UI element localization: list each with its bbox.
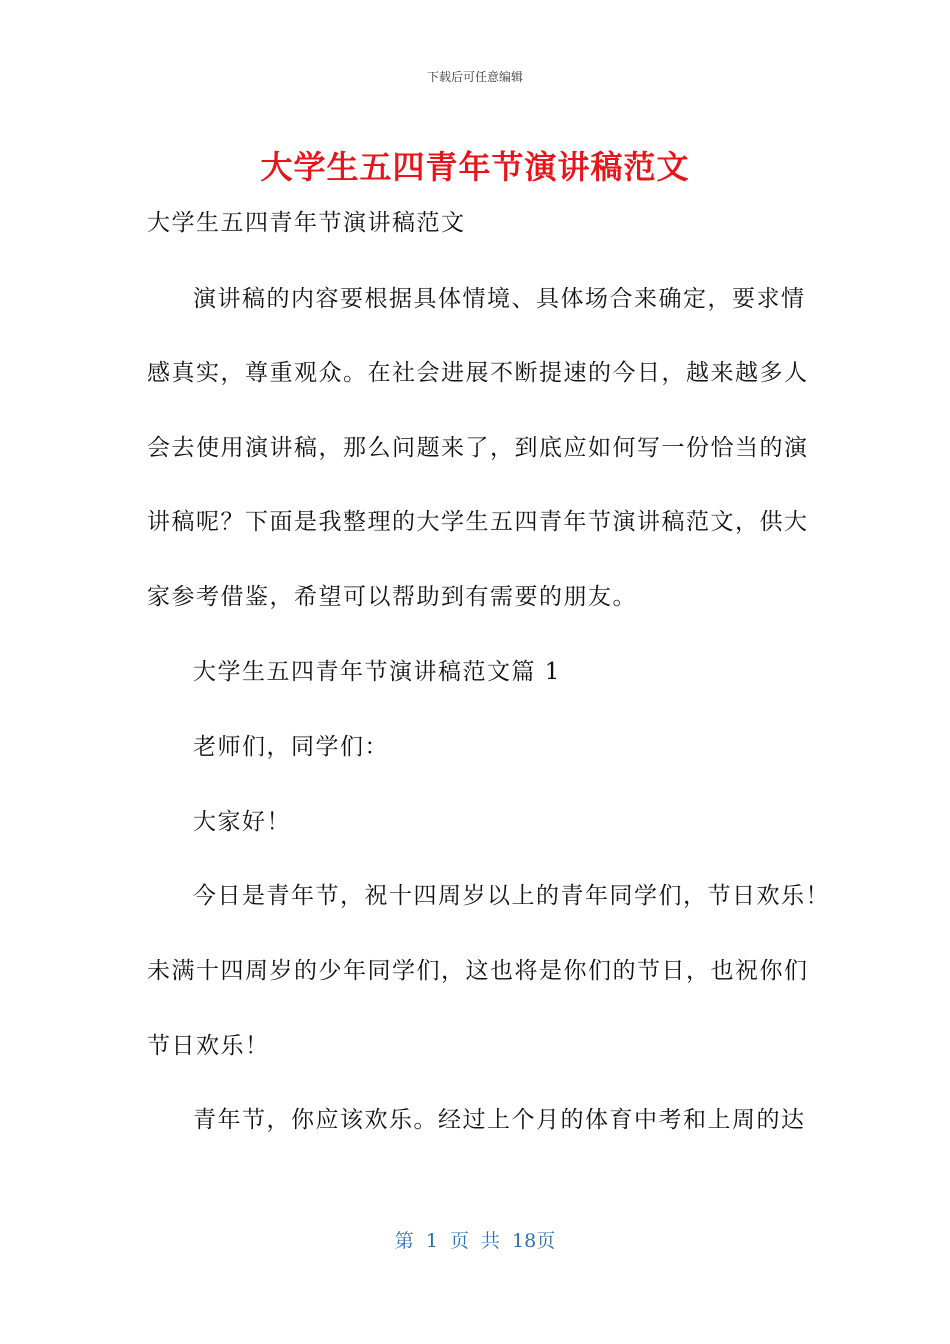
- header-note: 下载后可任意编辑: [426, 70, 523, 84]
- paragraph-line: 讲稿呢？下面是我整理的大学生五四青年节演讲稿范文，供大: [147, 509, 809, 535]
- greeting-line: 大家好！: [193, 809, 291, 835]
- paragraph-line: 未满十四周岁的少年同学们，这也将是你们的节日，也祝你们: [147, 958, 809, 984]
- paragraph-line: 节日欢乐！: [147, 1033, 270, 1059]
- paragraph-line: 演讲稿的内容要根据具体情境、具体场合来确定，要求情: [193, 286, 806, 312]
- section-heading: 大学生五四青年节演讲稿范文篇 1: [193, 659, 561, 685]
- paragraph-line: 青年节，你应该欢乐。经过上个月的体育中考和上周的达: [193, 1107, 806, 1133]
- paragraph-line: 感真实，尊重观众。在社会进展不断提速的今日，越来越多人: [147, 360, 809, 386]
- salutation-line: 老师们，同学们：: [193, 734, 389, 760]
- paragraph-line: 家参考借鉴，希望可以帮助到有需要的朋友。: [147, 584, 637, 610]
- subtitle-line: 大学生五四青年节演讲稿范文: [147, 210, 466, 236]
- document-title: 大学生五四青年节演讲稿范文: [260, 148, 690, 186]
- paragraph-line: 会去使用演讲稿，那么问题来了，到底应如何写一份恰当的演: [147, 435, 809, 461]
- page-number-footer: 第 1 页 共 18页: [394, 1230, 556, 1252]
- paragraph-line: 今日是青年节，祝十四周岁以上的青年同学们，节日欢乐！: [193, 883, 830, 909]
